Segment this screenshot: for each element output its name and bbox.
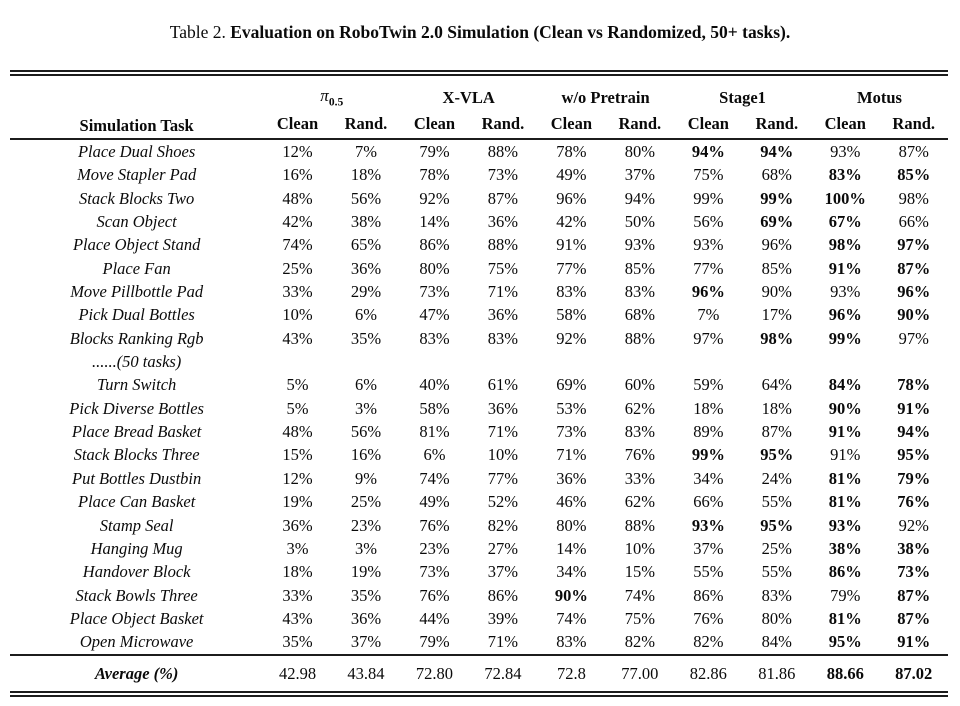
value-cell: 24%	[761, 468, 792, 488]
table-row	[10, 630, 948, 654]
value-cell: 72.80	[415, 663, 453, 683]
value-cell: 3%	[286, 538, 309, 558]
value-cell: 92%	[556, 328, 587, 348]
value-cell: 76%	[419, 515, 450, 535]
value-cell: 75%	[693, 165, 724, 185]
value-cell: 84%	[761, 632, 792, 652]
value-cell: 59%	[693, 375, 724, 395]
value-cell: 19%	[282, 492, 313, 512]
value-cell: 33%	[624, 468, 655, 488]
table-row	[10, 420, 948, 443]
table-row	[10, 139, 948, 163]
value-cell: 72.8	[556, 663, 586, 683]
value-cell: 49%	[556, 165, 587, 185]
value-cell: 60%	[624, 375, 655, 395]
value-cell: 98%	[898, 188, 929, 208]
value-cell: 84%	[828, 375, 862, 395]
value-cell: 35%	[282, 632, 313, 652]
value-cell: 83%	[487, 328, 519, 348]
value-cell: 25%	[350, 492, 382, 512]
subheader-rand: Rand.	[755, 114, 799, 133]
task-name: Stack Blocks Two	[79, 188, 195, 208]
value-cell: 23%	[419, 538, 450, 558]
value-cell: 56%	[350, 188, 382, 208]
pi-subscript: 0.5	[328, 96, 344, 108]
value-cell: 43%	[282, 608, 313, 628]
value-cell: 48%	[282, 422, 313, 442]
value-cell: 86%	[487, 585, 519, 605]
value-cell: 35%	[350, 328, 382, 348]
value-cell: 92%	[419, 188, 450, 208]
value-cell: 17%	[761, 305, 792, 325]
value-cell: 85%	[761, 258, 792, 278]
value-cell: 73%	[419, 562, 450, 582]
value-cell: 64%	[761, 375, 792, 395]
task-name: Place Bread Basket	[71, 422, 202, 442]
value-cell: 14%	[419, 212, 450, 232]
value-cell: 18%	[693, 398, 724, 418]
value-cell: 96%	[828, 305, 862, 325]
task-name: Place Dual Shoes	[77, 142, 196, 161]
table-row	[10, 560, 948, 583]
value-cell: 77.00	[621, 663, 659, 683]
column-group-xvla: X-VLA	[442, 88, 495, 107]
value-cell: 97%	[897, 235, 931, 255]
value-cell: 3%	[354, 538, 377, 558]
value-cell: 68%	[761, 165, 792, 185]
task-name: Place Fan	[102, 258, 171, 278]
value-cell: 91%	[897, 398, 931, 418]
bottom-rule	[10, 691, 948, 697]
value-cell: 58%	[556, 305, 587, 325]
value-cell: 81.86	[758, 663, 796, 683]
value-cell: 37%	[350, 632, 382, 652]
value-cell: 12%	[282, 142, 313, 161]
value-cell: 58%	[419, 398, 450, 418]
table-row	[10, 584, 948, 607]
value-cell: 81%	[828, 468, 862, 488]
task-name: Blocks Ranking Rgb ......(50 tasks)	[10, 327, 263, 374]
value-cell: 38%	[828, 538, 862, 558]
value-cell: 76%	[897, 492, 931, 512]
value-cell: 83%	[761, 585, 792, 605]
value-cell: 82%	[624, 632, 655, 652]
value-cell: 93%	[830, 282, 861, 302]
value-cell: 37%	[693, 538, 724, 558]
value-cell: 81%	[828, 608, 862, 628]
value-cell: 7%	[697, 305, 720, 325]
value-cell: 87%	[761, 422, 792, 442]
value-cell: 82%	[487, 515, 519, 535]
value-cell: 93%	[624, 235, 655, 255]
value-cell: 94%	[691, 142, 725, 161]
value-cell: 36%	[556, 468, 587, 488]
value-cell: 95%	[897, 445, 931, 465]
value-cell: 90%	[828, 398, 862, 418]
value-cell: 83%	[624, 422, 655, 442]
value-cell: 23%	[350, 515, 382, 535]
value-cell: 96%	[556, 188, 587, 208]
value-cell: 29%	[350, 282, 382, 302]
value-cell: 6%	[354, 375, 377, 395]
value-cell: 90%	[761, 282, 792, 302]
value-cell: 69%	[760, 212, 794, 232]
value-cell: 74%	[556, 608, 587, 628]
value-cell: 97%	[898, 328, 929, 348]
value-cell: 87%	[487, 188, 519, 208]
value-cell: 74%	[419, 468, 450, 488]
value-cell: 38%	[897, 538, 931, 558]
table-body	[10, 139, 948, 655]
value-cell: 83%	[624, 282, 655, 302]
value-cell: 90%	[897, 305, 931, 325]
task-name: Place Object Basket	[69, 608, 204, 628]
table-row	[10, 210, 948, 233]
value-cell: 87%	[897, 258, 931, 278]
value-cell: 71%	[487, 282, 519, 302]
value-cell: 48%	[282, 188, 313, 208]
value-cell: 79%	[830, 585, 861, 605]
value-cell: 73%	[897, 562, 931, 582]
value-cell: 86%	[419, 235, 450, 255]
value-cell: 80%	[761, 608, 792, 628]
value-cell: 71%	[556, 445, 587, 465]
value-cell: 62%	[624, 398, 655, 418]
value-cell: 37%	[487, 562, 519, 582]
value-cell: 36%	[487, 305, 519, 325]
value-cell: 34%	[556, 562, 587, 582]
value-cell: 10%	[487, 445, 519, 465]
value-cell: 9%	[354, 468, 377, 488]
value-cell: 44%	[419, 608, 450, 628]
value-cell: 95%	[760, 445, 794, 465]
value-cell: 25%	[761, 538, 792, 558]
value-cell: 18%	[282, 562, 313, 582]
value-cell: 40%	[419, 375, 450, 395]
caption-title: Evaluation on RoboTwin 2.0 Simulation (Clean vs Randomized, 50+ tasks).	[230, 22, 791, 42]
value-cell: 52%	[487, 492, 519, 512]
average-row	[10, 655, 948, 691]
value-cell: 76%	[693, 608, 724, 628]
subheader-rand: Rand.	[344, 114, 388, 133]
value-cell: 61%	[487, 375, 519, 395]
value-cell: 36%	[487, 212, 519, 232]
value-cell: 82%	[693, 632, 724, 652]
task-name: Pick Diverse Bottles	[69, 398, 204, 418]
task-name: Move Stapler Pad	[77, 165, 197, 185]
value-cell: 36%	[282, 515, 313, 535]
value-cell: 90%	[554, 585, 588, 605]
table-row	[10, 397, 948, 420]
value-cell: 93%	[830, 142, 861, 161]
value-cell: 93%	[691, 515, 725, 535]
task-name: Place Can Basket	[77, 492, 196, 512]
value-cell: 79%	[419, 632, 450, 652]
value-cell: 83%	[828, 165, 862, 185]
value-cell: 55%	[693, 562, 724, 582]
value-cell: 39%	[487, 608, 519, 628]
value-cell: 80%	[556, 515, 587, 535]
task-name: Hanging Mug	[90, 538, 183, 558]
value-cell: 5%	[286, 375, 309, 395]
column-header-task: Simulation Task	[79, 116, 194, 135]
value-cell: 15%	[282, 445, 313, 465]
value-cell: 89%	[693, 422, 724, 442]
results-table-wrap	[10, 70, 948, 697]
value-cell: 42%	[556, 212, 587, 232]
value-cell: 96%	[897, 282, 931, 302]
table-header	[10, 76, 948, 139]
value-cell: 77%	[556, 258, 587, 278]
task-name: Scan Object	[96, 212, 177, 232]
value-cell: 91%	[830, 445, 861, 465]
table-row	[10, 607, 948, 630]
value-cell: 71%	[487, 632, 519, 652]
value-cell: 43%	[282, 328, 313, 348]
value-cell: 93%	[828, 515, 862, 535]
value-cell: 73%	[419, 282, 450, 302]
value-cell: 53%	[556, 398, 587, 418]
caption-prefix: Table 2.	[169, 22, 226, 42]
value-cell: 98%	[760, 328, 794, 348]
value-cell: 55%	[761, 492, 792, 512]
value-cell: 99%	[760, 188, 794, 208]
value-cell: 46%	[556, 492, 587, 512]
group-header-row	[10, 76, 948, 110]
subheader-rand: Rand.	[481, 114, 525, 133]
value-cell: 94%	[624, 188, 655, 208]
value-cell: 73%	[556, 422, 587, 442]
value-cell: 94%	[760, 142, 794, 161]
value-cell: 83%	[556, 632, 587, 652]
table-row	[10, 163, 948, 186]
table-row	[10, 490, 948, 513]
subheader-clean: Clean	[550, 114, 592, 133]
value-cell: 43.84	[347, 663, 385, 683]
value-cell: 87%	[897, 585, 931, 605]
value-cell: 16%	[282, 165, 313, 185]
subheader-rand: Rand.	[892, 114, 936, 133]
value-cell: 18%	[761, 398, 792, 418]
value-cell: 12%	[282, 468, 313, 488]
value-cell: 6%	[354, 305, 377, 325]
value-cell: 55%	[761, 562, 792, 582]
value-cell: 36%	[350, 258, 382, 278]
value-cell: 34%	[693, 468, 724, 488]
table-row	[10, 303, 948, 326]
value-cell: 88%	[624, 515, 655, 535]
value-cell: 76%	[624, 445, 655, 465]
value-cell: 62%	[624, 492, 655, 512]
table-row	[10, 257, 948, 280]
value-cell: 99%	[693, 188, 724, 208]
subheader-clean: Clean	[687, 114, 729, 133]
value-cell: 88%	[487, 235, 519, 255]
value-cell: 99%	[828, 328, 862, 348]
task-name: Move Pillbottle Pad	[70, 282, 204, 302]
value-cell: 14%	[556, 538, 587, 558]
task-name: Stack Bowls Three	[75, 585, 198, 605]
value-cell: 18%	[350, 165, 382, 185]
table-row	[10, 373, 948, 396]
value-cell: 92%	[898, 515, 929, 535]
task-name: Handover Block	[82, 562, 191, 582]
value-cell: 74%	[624, 585, 655, 605]
value-cell: 80%	[419, 258, 450, 278]
value-cell: 56%	[350, 422, 382, 442]
table-row	[10, 280, 948, 303]
task-name: Stack Blocks Three	[73, 445, 200, 465]
value-cell: 66%	[693, 492, 724, 512]
value-cell: 75%	[487, 258, 519, 278]
column-group-stage1: Stage1	[719, 88, 766, 107]
subheader-rand: Rand.	[618, 114, 662, 133]
column-group-pi05	[263, 76, 400, 110]
value-cell: 72.84	[484, 663, 522, 683]
task-name: Turn Switch	[96, 375, 177, 395]
value-cell: 27%	[487, 538, 519, 558]
task-name: Place Object Stand	[72, 235, 201, 255]
value-cell: 10%	[282, 305, 313, 325]
table-row	[10, 233, 948, 256]
task-name: Pick Dual Bottles	[78, 305, 195, 325]
value-cell: 98%	[828, 235, 862, 255]
value-cell: 79%	[419, 142, 450, 161]
subheader-clean: Clean	[276, 114, 319, 133]
value-cell: 78%	[556, 142, 587, 161]
value-cell: 81%	[828, 492, 862, 512]
value-cell: 33%	[282, 282, 313, 302]
value-cell: 85%	[624, 258, 655, 278]
value-cell: 25%	[282, 258, 313, 278]
value-cell: 88%	[487, 142, 519, 161]
table-row	[10, 327, 948, 374]
value-cell: 91%	[828, 258, 862, 278]
task-name: Average (%)	[94, 663, 179, 683]
value-cell: 75%	[624, 608, 655, 628]
table-row	[10, 443, 948, 466]
value-cell: 79%	[897, 468, 931, 488]
value-cell: 91%	[828, 422, 862, 442]
value-cell: 87%	[898, 142, 929, 161]
value-cell: 42%	[282, 212, 313, 232]
value-cell: 36%	[350, 608, 382, 628]
value-cell: 78%	[897, 375, 931, 395]
table-row	[10, 467, 948, 490]
task-note: ......(50 tasks)	[91, 352, 182, 372]
value-cell: 73%	[487, 165, 519, 185]
subheader-clean: Clean	[824, 114, 866, 133]
value-cell: 93%	[693, 235, 724, 255]
value-cell: 88.66	[826, 663, 864, 683]
value-cell: 74%	[282, 235, 313, 255]
table-row	[10, 187, 948, 210]
value-cell: 95%	[828, 632, 862, 652]
value-cell: 97%	[693, 328, 724, 348]
value-cell: 83%	[556, 282, 587, 302]
subheader-clean: Clean	[413, 114, 456, 133]
task-name: Stamp Seal	[99, 515, 174, 535]
value-cell: 87.02	[895, 663, 933, 683]
value-cell: 66%	[898, 212, 929, 232]
value-cell: 95%	[760, 515, 794, 535]
value-cell: 35%	[350, 585, 382, 605]
value-cell: 15%	[624, 562, 655, 582]
table-caption	[0, 0, 960, 43]
value-cell: 81%	[419, 422, 450, 442]
task-name: Put Bottles Dustbin	[72, 468, 202, 488]
value-cell: 77%	[487, 468, 519, 488]
value-cell: 82.86	[689, 663, 727, 683]
value-cell: 49%	[419, 492, 450, 512]
average-section	[10, 655, 948, 691]
table-row	[10, 514, 948, 537]
value-cell: 85%	[897, 165, 931, 185]
value-cell: 56%	[693, 212, 724, 232]
value-cell: 91%	[897, 632, 931, 652]
value-cell: 50%	[624, 212, 655, 232]
column-group-motus: Motus	[857, 88, 902, 107]
value-cell: 99%	[691, 445, 725, 465]
value-cell: 88%	[624, 328, 655, 348]
value-cell: 65%	[350, 235, 382, 255]
value-cell: 80%	[624, 142, 655, 161]
task-name: Open Microwave	[79, 632, 194, 652]
value-cell: 16%	[350, 445, 382, 465]
value-cell: 77%	[693, 258, 724, 278]
column-group-wo-pretrain: w/o Pretrain	[561, 88, 650, 107]
value-cell: 3%	[354, 398, 377, 418]
value-cell: 33%	[282, 585, 313, 605]
value-cell: 78%	[419, 165, 450, 185]
value-cell: 100%	[824, 188, 866, 208]
value-cell: 47%	[419, 305, 450, 325]
value-cell: 69%	[556, 375, 587, 395]
results-table	[10, 76, 948, 691]
value-cell: 87%	[897, 608, 931, 628]
value-cell: 94%	[897, 422, 931, 442]
value-cell: 68%	[624, 305, 655, 325]
value-cell: 37%	[624, 165, 655, 185]
value-cell: 7%	[354, 142, 377, 161]
value-cell: 86%	[693, 585, 724, 605]
value-cell: 76%	[419, 585, 450, 605]
table-row	[10, 537, 948, 560]
value-cell: 19%	[350, 562, 382, 582]
value-cell: 67%	[828, 212, 862, 232]
value-cell: 83%	[419, 328, 450, 348]
value-cell: 86%	[828, 562, 862, 582]
value-cell: 96%	[761, 235, 792, 255]
value-cell: 36%	[487, 398, 519, 418]
value-cell: 10%	[624, 538, 655, 558]
value-cell: 42.98	[278, 663, 317, 683]
value-cell: 91%	[556, 235, 587, 255]
value-cell: 6%	[423, 445, 446, 465]
value-cell: 5%	[286, 398, 309, 418]
value-cell: 38%	[350, 212, 382, 232]
pi-symbol: π	[320, 85, 329, 105]
value-cell: 71%	[487, 422, 519, 442]
value-cell: 96%	[691, 282, 725, 302]
